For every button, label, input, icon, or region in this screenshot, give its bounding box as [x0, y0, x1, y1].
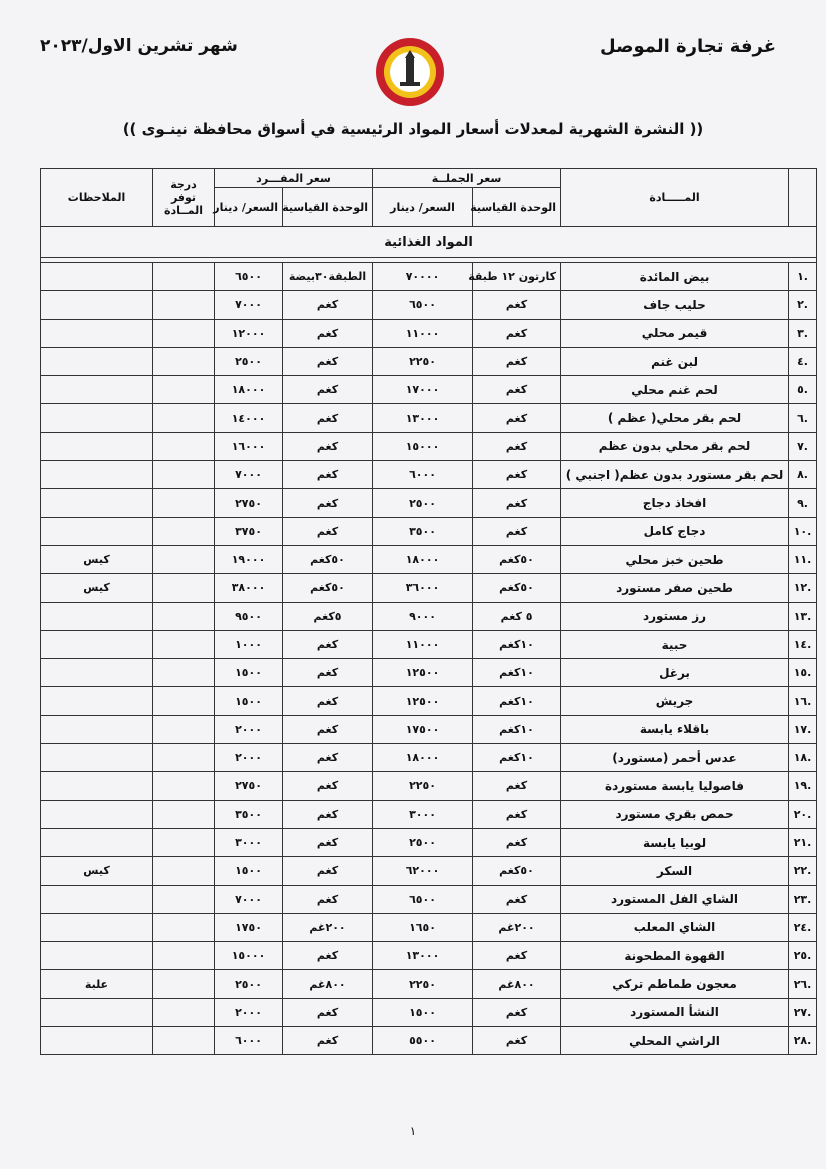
- col-availability-header: درجة توفر المــادة: [153, 169, 215, 227]
- table-row: [41, 347, 817, 375]
- availability-cell: [153, 1027, 215, 1055]
- wholesale-unit-cell: كغم: [473, 885, 561, 913]
- retail-price-cell: ١٥٠٠٠: [215, 942, 283, 970]
- material-name-cell: فاصوليا يابسة مستوردة: [561, 772, 789, 800]
- retail-unit-cell: كغم: [283, 857, 373, 885]
- row-number-cell: .٤: [789, 347, 817, 375]
- retail-unit-cell: كغم: [283, 517, 373, 545]
- availability-cell: [153, 291, 215, 319]
- availability-cell: [153, 687, 215, 715]
- wholesale-price-cell: ٣٦٠٠٠: [373, 574, 473, 602]
- table-row: [41, 885, 817, 913]
- wholesale-price-cell: ٦٠٠٠: [373, 461, 473, 489]
- notes-cell: [41, 517, 153, 545]
- availability-cell: [153, 800, 215, 828]
- material-name-cell: لوبيا يابسة: [561, 828, 789, 856]
- row-number-cell: .٧: [789, 432, 817, 460]
- retail-price-cell: ٦٥٠٠: [215, 263, 283, 291]
- col-notes-header: الملاحظات: [41, 169, 153, 227]
- availability-cell: [153, 970, 215, 998]
- material-name-cell: حليب جاف: [561, 291, 789, 319]
- wholesale-unit-cell: كغم: [473, 432, 561, 460]
- availability-cell: [153, 347, 215, 375]
- material-name-cell: لبن غنم: [561, 347, 789, 375]
- col-no-header: [789, 169, 817, 227]
- availability-cell: [153, 517, 215, 545]
- retail-price-cell: ١٤٠٠٠: [215, 404, 283, 432]
- retail-unit-cell: ٥كغم: [283, 602, 373, 630]
- row-number-cell: .١٦: [789, 687, 817, 715]
- notes-cell: [41, 489, 153, 517]
- wholesale-unit-cell: كغم: [473, 319, 561, 347]
- retail-price-cell: ٧٠٠٠: [215, 885, 283, 913]
- retail-unit-cell: كغم: [283, 291, 373, 319]
- row-number-cell: .٩: [789, 489, 817, 517]
- wholesale-price-cell: ١٥٠٠٠: [373, 432, 473, 460]
- row-number-cell: .٢٠: [789, 800, 817, 828]
- wholesale-unit-cell: كغم: [473, 517, 561, 545]
- row-number-cell: .١٣: [789, 602, 817, 630]
- table-row: [41, 517, 817, 545]
- chamber-logo: [374, 36, 446, 108]
- material-name-cell: معجون طماطم تركي: [561, 970, 789, 998]
- material-name-cell: جريش: [561, 687, 789, 715]
- retail-unit-cell: كغم: [283, 404, 373, 432]
- material-name-cell: قيمر محلي: [561, 319, 789, 347]
- availability-cell: [153, 574, 215, 602]
- notes-cell: [41, 715, 153, 743]
- wholesale-price-cell: ٦٢٠٠٠: [373, 857, 473, 885]
- col-wholesale-header: سعر الجملــة: [373, 169, 561, 188]
- wholesale-price-cell: ١١٠٠٠: [373, 319, 473, 347]
- row-number-cell: .١٠: [789, 517, 817, 545]
- retail-price-cell: ٣٥٠٠: [215, 800, 283, 828]
- notes-cell: [41, 347, 153, 375]
- retail-price-cell: ٩٥٠٠: [215, 602, 283, 630]
- wholesale-unit-cell: ٨٠٠غم: [473, 970, 561, 998]
- retail-unit-cell: كغم: [283, 489, 373, 517]
- row-number-cell: .٢: [789, 291, 817, 319]
- wholesale-unit-cell: ٥ كغم: [473, 602, 561, 630]
- retail-price-cell: ١٩٠٠٠: [215, 545, 283, 573]
- notes-cell: [41, 432, 153, 460]
- bulletin-title: (( النشرة الشهرية لمعدلات أسعار المواد الرئيسية في أسواق محافظة نينـوى )): [122, 120, 704, 138]
- retail-unit-cell: كغم: [283, 942, 373, 970]
- availability-cell: [153, 404, 215, 432]
- col-wholesale-price-header: السعر/ دينار: [373, 188, 473, 227]
- org-name: غرفة تجارة الموصل: [600, 36, 776, 57]
- wholesale-unit-cell: كغم: [473, 291, 561, 319]
- availability-cell: [153, 744, 215, 772]
- wholesale-unit-cell: ٥٠كغم: [473, 574, 561, 602]
- wholesale-price-cell: ٣٠٠٠: [373, 800, 473, 828]
- availability-cell: [153, 913, 215, 941]
- retail-unit-cell: كغم: [283, 461, 373, 489]
- retail-price-cell: ٢٥٠٠: [215, 347, 283, 375]
- wholesale-price-cell: ١٢٥٠٠: [373, 659, 473, 687]
- retail-price-cell: ٢٥٠٠: [215, 970, 283, 998]
- material-name-cell: رز مستورد: [561, 602, 789, 630]
- row-number-cell: .١٩: [789, 772, 817, 800]
- table-row: [41, 319, 817, 347]
- col-retail-unit-header: الوحدة القياسية: [283, 188, 373, 227]
- table-row: [41, 602, 817, 630]
- table-row: [41, 687, 817, 715]
- availability-cell: [153, 659, 215, 687]
- row-number-cell: .٣: [789, 319, 817, 347]
- wholesale-price-cell: ١٣٠٠٠: [373, 942, 473, 970]
- row-number-cell: .٢٣: [789, 885, 817, 913]
- col-wholesale-unit-header: الوحدة القياسية: [473, 188, 561, 227]
- retail-unit-cell: كغم: [283, 319, 373, 347]
- retail-unit-cell: كغم: [283, 885, 373, 913]
- retail-unit-cell: ٢٠٠غم: [283, 913, 373, 941]
- notes-cell: [41, 800, 153, 828]
- row-number-cell: .٢١: [789, 828, 817, 856]
- wholesale-unit-cell: كغم: [473, 1027, 561, 1055]
- row-number-cell: .٢٤: [789, 913, 817, 941]
- availability-cell: [153, 432, 215, 460]
- wholesale-unit-cell: كارتون ١٢ طبقة: [473, 263, 561, 291]
- retail-unit-cell: كغم: [283, 1027, 373, 1055]
- retail-price-cell: ٢٠٠٠: [215, 998, 283, 1026]
- retail-price-cell: ١٢٠٠٠: [215, 319, 283, 347]
- retail-price-cell: ١٥٠٠: [215, 857, 283, 885]
- row-number-cell: .١٨: [789, 744, 817, 772]
- wholesale-price-cell: ٩٠٠٠: [373, 602, 473, 630]
- wholesale-unit-cell: ١٠كغم: [473, 687, 561, 715]
- wholesale-price-cell: ٥٥٠٠: [373, 1027, 473, 1055]
- availability-cell: [153, 857, 215, 885]
- notes-cell: علبة: [41, 970, 153, 998]
- table-row: [41, 1027, 817, 1055]
- material-name-cell: لحم غنم محلي: [561, 376, 789, 404]
- material-name-cell: دجاج كامل: [561, 517, 789, 545]
- retail-unit-cell: كغم: [283, 432, 373, 460]
- availability-cell: [153, 772, 215, 800]
- notes-cell: [41, 913, 153, 941]
- price-table: [40, 168, 817, 1055]
- col-material-header: المـــــادة: [561, 169, 789, 227]
- row-number-cell: .٢٨: [789, 1027, 817, 1055]
- availability-cell: [153, 998, 215, 1026]
- material-name-cell: طحين خبز محلي: [561, 545, 789, 573]
- row-number-cell: .٦: [789, 404, 817, 432]
- material-name-cell: النشأ المستورد: [561, 998, 789, 1026]
- wholesale-price-cell: ١٢٥٠٠: [373, 687, 473, 715]
- wholesale-unit-cell: كغم: [473, 772, 561, 800]
- table-row: [41, 942, 817, 970]
- wholesale-unit-cell: كغم: [473, 800, 561, 828]
- notes-cell: [41, 404, 153, 432]
- wholesale-unit-cell: ٥٠كغم: [473, 545, 561, 573]
- material-name-cell: حمص بقري مستورد: [561, 800, 789, 828]
- wholesale-unit-cell: كغم: [473, 404, 561, 432]
- retail-price-cell: ٣٠٠٠: [215, 828, 283, 856]
- retail-unit-cell: الطبقة٣٠بيضة: [283, 263, 373, 291]
- notes-cell: [41, 461, 153, 489]
- table-row: [41, 744, 817, 772]
- notes-cell: [41, 602, 153, 630]
- availability-cell: [153, 545, 215, 573]
- material-name-cell: الشاي الفل المستورد: [561, 885, 789, 913]
- notes-cell: [41, 630, 153, 658]
- retail-price-cell: ٢٧٥٠: [215, 772, 283, 800]
- table-row: [41, 263, 817, 291]
- retail-unit-cell: ٥٠كغم: [283, 574, 373, 602]
- col-retail-price-header: السعر/ دينار: [215, 188, 283, 227]
- availability-cell: [153, 630, 215, 658]
- row-number-cell: .١٤: [789, 630, 817, 658]
- wholesale-unit-cell: ١٠كغم: [473, 715, 561, 743]
- wholesale-unit-cell: كغم: [473, 942, 561, 970]
- row-number-cell: .١: [789, 263, 817, 291]
- material-name-cell: حبية: [561, 630, 789, 658]
- retail-unit-cell: كغم: [283, 376, 373, 404]
- retail-unit-cell: كغم: [283, 800, 373, 828]
- page-number: ١: [409, 1124, 417, 1138]
- retail-price-cell: ١٥٠٠: [215, 687, 283, 715]
- availability-cell: [153, 319, 215, 347]
- material-name-cell: باقلاء يابسة: [561, 715, 789, 743]
- retail-unit-cell: كغم: [283, 772, 373, 800]
- wholesale-unit-cell: كغم: [473, 828, 561, 856]
- availability-cell: [153, 263, 215, 291]
- notes-cell: كيس: [41, 857, 153, 885]
- wholesale-unit-cell: كغم: [473, 489, 561, 517]
- wholesale-price-cell: ١٥٠٠: [373, 998, 473, 1026]
- table-row: [41, 970, 817, 998]
- wholesale-price-cell: ١٨٠٠٠: [373, 545, 473, 573]
- notes-cell: [41, 319, 153, 347]
- wholesale-price-cell: ٦٥٠٠: [373, 885, 473, 913]
- retail-unit-cell: ٥٠كغم: [283, 545, 373, 573]
- wholesale-price-cell: ١٨٠٠٠: [373, 744, 473, 772]
- row-number-cell: .٨: [789, 461, 817, 489]
- row-number-cell: .٢٧: [789, 998, 817, 1026]
- material-name-cell: برغل: [561, 659, 789, 687]
- retail-price-cell: ٦٠٠٠: [215, 1027, 283, 1055]
- table-row: [41, 489, 817, 517]
- material-name-cell: لحم بقر مستورد بدون عظم( اجنبي ): [561, 461, 789, 489]
- notes-cell: [41, 998, 153, 1026]
- retail-unit-cell: كغم: [283, 630, 373, 658]
- material-name-cell: طحين صفر مستورد: [561, 574, 789, 602]
- availability-cell: [153, 828, 215, 856]
- section-title: المواد الغذائية: [41, 227, 817, 258]
- row-number-cell: .١٥: [789, 659, 817, 687]
- table-row: [41, 376, 817, 404]
- material-name-cell: السكر: [561, 857, 789, 885]
- table-row: [41, 715, 817, 743]
- table-row: [41, 404, 817, 432]
- retail-price-cell: ١٨٠٠٠: [215, 376, 283, 404]
- row-number-cell: .٢٥: [789, 942, 817, 970]
- availability-cell: [153, 942, 215, 970]
- wholesale-price-cell: ٦٥٠٠: [373, 291, 473, 319]
- wholesale-unit-cell: ١٠كغم: [473, 659, 561, 687]
- retail-unit-cell: كغم: [283, 687, 373, 715]
- material-name-cell: لحم بقر محلي( عظم ): [561, 404, 789, 432]
- wholesale-price-cell: ٢٢٥٠: [373, 347, 473, 375]
- table-row: [41, 772, 817, 800]
- notes-cell: [41, 376, 153, 404]
- retail-unit-cell: كغم: [283, 715, 373, 743]
- material-name-cell: بيض المائدة: [561, 263, 789, 291]
- wholesale-price-cell: ٧٠٠٠٠: [373, 263, 473, 291]
- wholesale-price-cell: ١١٠٠٠: [373, 630, 473, 658]
- notes-cell: [41, 772, 153, 800]
- retail-unit-cell: كغم: [283, 998, 373, 1026]
- notes-cell: [41, 885, 153, 913]
- availability-cell: [153, 461, 215, 489]
- notes-cell: [41, 828, 153, 856]
- table-row: [41, 545, 817, 573]
- table-row: [41, 291, 817, 319]
- retail-price-cell: ٣٧٥٠: [215, 517, 283, 545]
- notes-cell: [41, 942, 153, 970]
- retail-price-cell: ١٧٥٠: [215, 913, 283, 941]
- wholesale-price-cell: ٢٢٥٠: [373, 970, 473, 998]
- retail-price-cell: ١٦٠٠٠: [215, 432, 283, 460]
- table-row: [41, 659, 817, 687]
- wholesale-price-cell: ٣٥٠٠: [373, 517, 473, 545]
- row-number-cell: .٢٢: [789, 857, 817, 885]
- retail-unit-cell: كغم: [283, 828, 373, 856]
- row-number-cell: .١١: [789, 545, 817, 573]
- wholesale-unit-cell: ١٠كغم: [473, 744, 561, 772]
- wholesale-unit-cell: كغم: [473, 376, 561, 404]
- wholesale-unit-cell: كغم: [473, 347, 561, 375]
- table-row: [41, 432, 817, 460]
- row-number-cell: .١٧: [789, 715, 817, 743]
- retail-price-cell: ٢٠٠٠: [215, 715, 283, 743]
- notes-cell: [41, 1027, 153, 1055]
- availability-cell: [153, 376, 215, 404]
- availability-cell: [153, 715, 215, 743]
- material-name-cell: الشاي المعلب: [561, 913, 789, 941]
- row-number-cell: .٥: [789, 376, 817, 404]
- retail-price-cell: ٧٠٠٠: [215, 461, 283, 489]
- col-retail-header: سعر المفـــرد: [215, 169, 373, 188]
- retail-price-cell: ١٥٠٠: [215, 659, 283, 687]
- table-row: [41, 574, 817, 602]
- row-number-cell: .١٢: [789, 574, 817, 602]
- table-row: [41, 828, 817, 856]
- wholesale-price-cell: ٢٢٥٠: [373, 772, 473, 800]
- retail-unit-cell: كغم: [283, 659, 373, 687]
- material-name-cell: عدس أحمر (مستورد): [561, 744, 789, 772]
- retail-unit-cell: كغم: [283, 744, 373, 772]
- notes-cell: [41, 659, 153, 687]
- retail-price-cell: ١٠٠٠: [215, 630, 283, 658]
- wholesale-price-cell: ١٧٠٠٠: [373, 376, 473, 404]
- notes-cell: كيس: [41, 574, 153, 602]
- availability-cell: [153, 489, 215, 517]
- notes-cell: [41, 687, 153, 715]
- wholesale-unit-cell: ١٠كغم: [473, 630, 561, 658]
- material-name-cell: الراشي المحلي: [561, 1027, 789, 1055]
- retail-unit-cell: كغم: [283, 347, 373, 375]
- table-row: [41, 630, 817, 658]
- material-name-cell: لحم بقر محلي بدون عظم: [561, 432, 789, 460]
- table-row: [41, 800, 817, 828]
- retail-unit-cell: ٨٠٠غم: [283, 970, 373, 998]
- wholesale-price-cell: ٢٥٠٠: [373, 489, 473, 517]
- material-name-cell: افخاذ دجاج: [561, 489, 789, 517]
- notes-cell: [41, 263, 153, 291]
- table-row: [41, 913, 817, 941]
- table-row: [41, 998, 817, 1026]
- retail-price-cell: ٢٧٥٠: [215, 489, 283, 517]
- availability-cell: [153, 885, 215, 913]
- month-label: شهر تشرين الاول/٢٠٢٣: [40, 36, 238, 56]
- notes-cell: [41, 291, 153, 319]
- wholesale-unit-cell: كغم: [473, 998, 561, 1026]
- retail-price-cell: ٧٠٠٠: [215, 291, 283, 319]
- wholesale-price-cell: ٢٥٠٠: [373, 828, 473, 856]
- notes-cell: كيس: [41, 545, 153, 573]
- wholesale-unit-cell: ٥٠كغم: [473, 857, 561, 885]
- table-row: [41, 461, 817, 489]
- notes-cell: [41, 744, 153, 772]
- wholesale-price-cell: ١٦٥٠: [373, 913, 473, 941]
- wholesale-price-cell: ١٣٠٠٠: [373, 404, 473, 432]
- wholesale-unit-cell: كغم: [473, 461, 561, 489]
- wholesale-price-cell: ١٧٥٠٠: [373, 715, 473, 743]
- table-row: [41, 857, 817, 885]
- retail-price-cell: ٣٨٠٠٠: [215, 574, 283, 602]
- availability-cell: [153, 602, 215, 630]
- material-name-cell: القهوة المطحونة: [561, 942, 789, 970]
- wholesale-unit-cell: ٢٠٠غم: [473, 913, 561, 941]
- row-number-cell: .٢٦: [789, 970, 817, 998]
- retail-price-cell: ٢٠٠٠: [215, 744, 283, 772]
